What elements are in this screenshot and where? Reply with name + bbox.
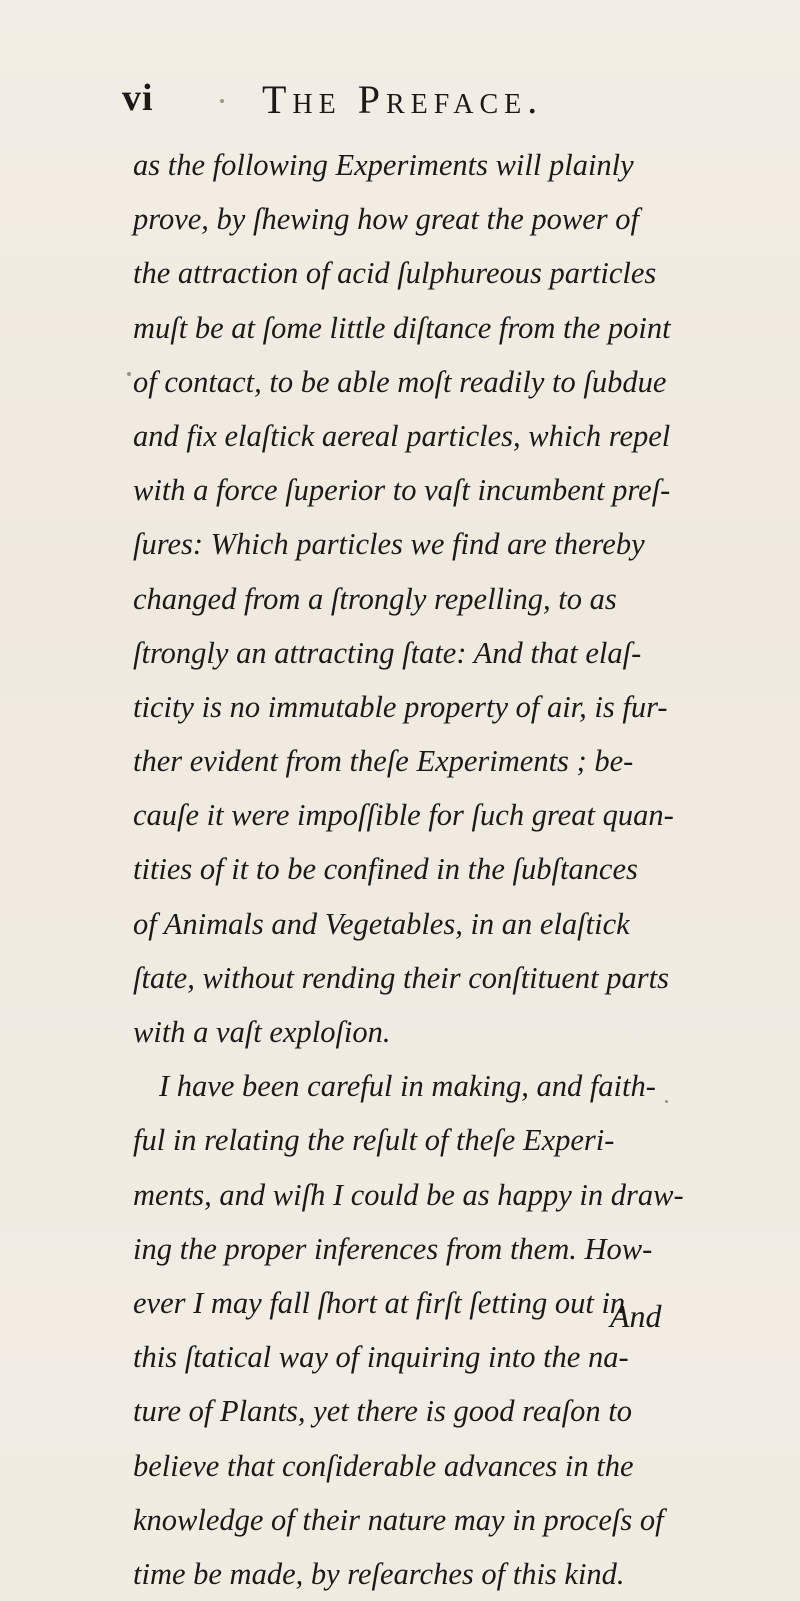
text-line: ing the proper inferences from them. How- [133, 1231, 653, 1266]
text-line: as the following Experiments will plainly [133, 148, 634, 182]
text-line: time be made, by reſearches of this kind. [133, 1556, 625, 1591]
ink-speck [665, 1100, 668, 1103]
ink-speck [220, 99, 224, 103]
text-line: ever I may fall ſhort at firſt ſetting out in [133, 1285, 626, 1320]
text-line: of Animals and Vegetables, in an elaſtick [133, 906, 630, 941]
page-header [122, 70, 682, 130]
text-line: ſtate, without rending their conſtituent parts [133, 960, 669, 995]
page-number: vi [122, 77, 154, 119]
text-line: the attraction of acid ſulphureous particles [133, 256, 657, 291]
text-line: knowledge of their nature may in proceſs of [133, 1502, 664, 1537]
text-line: ticity is no immutable property of air, is fur- [133, 689, 668, 724]
text-line: ments, and wiſh I could be as happy in draw- [133, 1177, 684, 1212]
text-line: believe that conſiderable advances in the [133, 1448, 634, 1483]
body-text [133, 138, 684, 1601]
text-line: with a force ſuperior to vaſt incumbent preſ- [133, 473, 671, 508]
text-line: changed from a ſtrongly repelling, to as [133, 581, 617, 616]
text-line: tities of it to be confined in the ſubſtances [133, 852, 638, 887]
ink-speck [127, 372, 131, 376]
text-line: ther evident from theſe Experiments ; be- [133, 744, 634, 779]
text-line: prove, by ſhewing how great the power of [133, 202, 640, 237]
running-head: The Preface. [262, 77, 544, 122]
text-line: ful in relating the reſult of theſe Experi- [133, 1123, 615, 1158]
text-line: ſtrongly an attracting ſtate: And that elaſ- [133, 635, 642, 670]
text-line: cauſe it were impoſſible for ſuch great quan- [133, 798, 674, 833]
text-line: and fix elaſtick aereal particles, which repel [133, 418, 671, 453]
catchword: And [610, 1298, 662, 1334]
text-line: muſt be at ſome little diſtance from the point [133, 310, 671, 345]
text-line: this ſtatical way of inquiring into the na- [133, 1340, 629, 1375]
text-line: of contact, to be able moſt readily to ſubdue [133, 364, 667, 399]
text-line: I have been careful in making, and faith- [159, 1069, 656, 1104]
text-line: ture of Plants, yet there is good reaſon to [133, 1394, 632, 1429]
text-line: ſures: Which particles we find are thereby [133, 527, 645, 562]
text-line: with a vaſt exploſion. [133, 1015, 391, 1049]
